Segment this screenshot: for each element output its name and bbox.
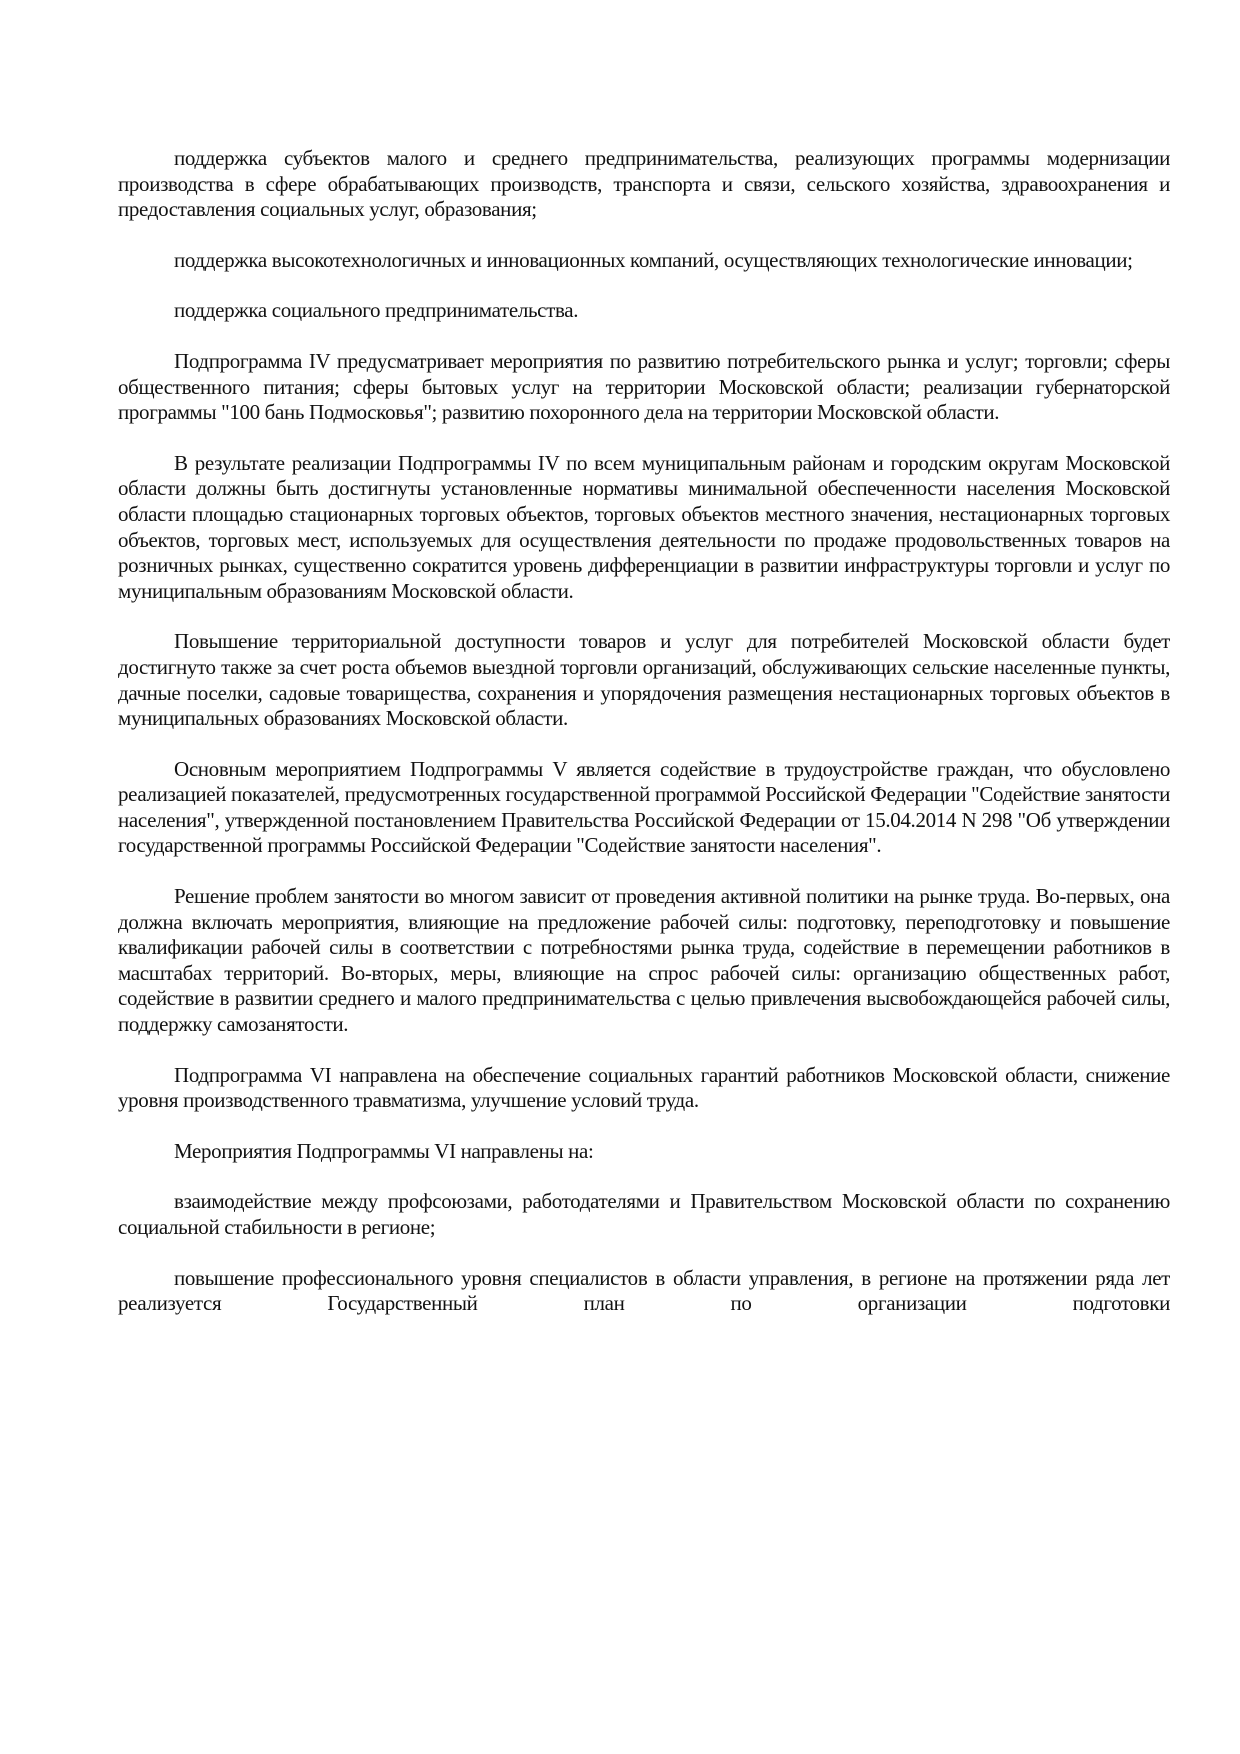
document-page bbox=[118, 146, 1170, 1342]
paragraph-employment-problems: Решение проблем занятости во многом зависит от проведения активной политики на рынке труда. Во-первых, она должна включать мероприятия, влияющие на предложение рабочей силы: подготовку, переподготовку и повышение квалификации рабочей силы в соответствии с потребностями рынка труда, содействие в перемещении работников в масштабах территорий. Во-вторых, меры, влияющие на спрос рабочей силы: организацию общественных работ, содействие в развитии среднего и малого предпринимательства с целью привлечения высвобождающейся рабочей силы, поддержку самозанятости. bbox=[118, 884, 1170, 1037]
paragraph-support-small-medium-business: поддержка субъектов малого и среднего предпринимательства, реализующих программы модернизации производства в сфере обрабатывающих производств, транспорта и связи, сельского хозяйства, здравоохранения и предоставления социальных услуг, образования; bbox=[118, 146, 1170, 222]
paragraph-support-social-entrepreneurship: поддержка социального предпринимательства. bbox=[174, 298, 579, 323]
paragraph-professional-level: повышение профессионального уровня специалистов в области управления, в регионе на протяжении ряда лет реализуется Государственный план по организации подготовки bbox=[118, 1265, 1170, 1316]
paragraph-social-partnership: взаимодействие между профсоюзами, работодателями и Правительством Московской области по сохранению социальной стабильности в регионе; bbox=[118, 1189, 1170, 1239]
paragraph-subprogram-vi-activities-intro: Мероприятия Подпрограммы VI направлены на: bbox=[174, 1138, 594, 1163]
paragraph-subprogram-iv-results: В результате реализации Подпрограммы IV по всем муниципальным районам и городским округам Московской области должны быть достигнуты установленные нормативы минимальной обеспеченности населения Московской области площадью стационарных торговых объектов, торговых объектов местного значения, нестационарных торговых объектов, торговых мест, используемых для осуществления деятельности по продаже продовольственных товаров на розничных рынках, существенно сократится уровень дифференциации в развитии инфраструктуры торговли и услуг по муниципальным образованиям Московской области. bbox=[118, 450, 1170, 603]
paragraph-territorial-accessibility: Повышение территориальной доступности товаров и услуг для потребителей Московской области будет достигнуто также за счет роста объемов выездной торговли организаций, обслуживающих сельские населенные пункты, дачные поселки, садовые товарищества, сохранения и упорядочения размещения нестационарных торговых объектов в муниципальных образованиях Московской области. bbox=[118, 629, 1170, 731]
paragraph-subprogram-iv-overview: Подпрограмма IV предусматривает мероприятия по развитию потребительского рынка и услуг; торговли; сферы общественного питания; сферы бытовых услуг на территории Московской области; реализации губернаторской программы "100 бань Подмосковья"; развитию похоронного дела на территории Московской области. bbox=[118, 348, 1170, 425]
paragraph-subprogram-vi-overview: Подпрограмма VI направлена на обеспечение социальных гарантий работников Московской области, снижение уровня производственного травматизма, улучшение условий труда. bbox=[118, 1062, 1170, 1113]
paragraph-support-hightech-companies: поддержка высокотехнологичных и инновационных компаний, осуществляющих технологические инновации; bbox=[174, 247, 1133, 272]
paragraph-subprogram-v-main-activity: Основным мероприятием Подпрограммы V является содействие в трудоустройстве граждан, что обусловлено реализацией показателей, предусмотренных государственной программой Российской Федерации "Содействие занятости населения", утвержденной постановлением Правительства Российской Федерации от 15.04.2014 N 298 "Об утверждении государственной программы Российской Федерации "Содействие занятости населения". bbox=[118, 756, 1170, 858]
